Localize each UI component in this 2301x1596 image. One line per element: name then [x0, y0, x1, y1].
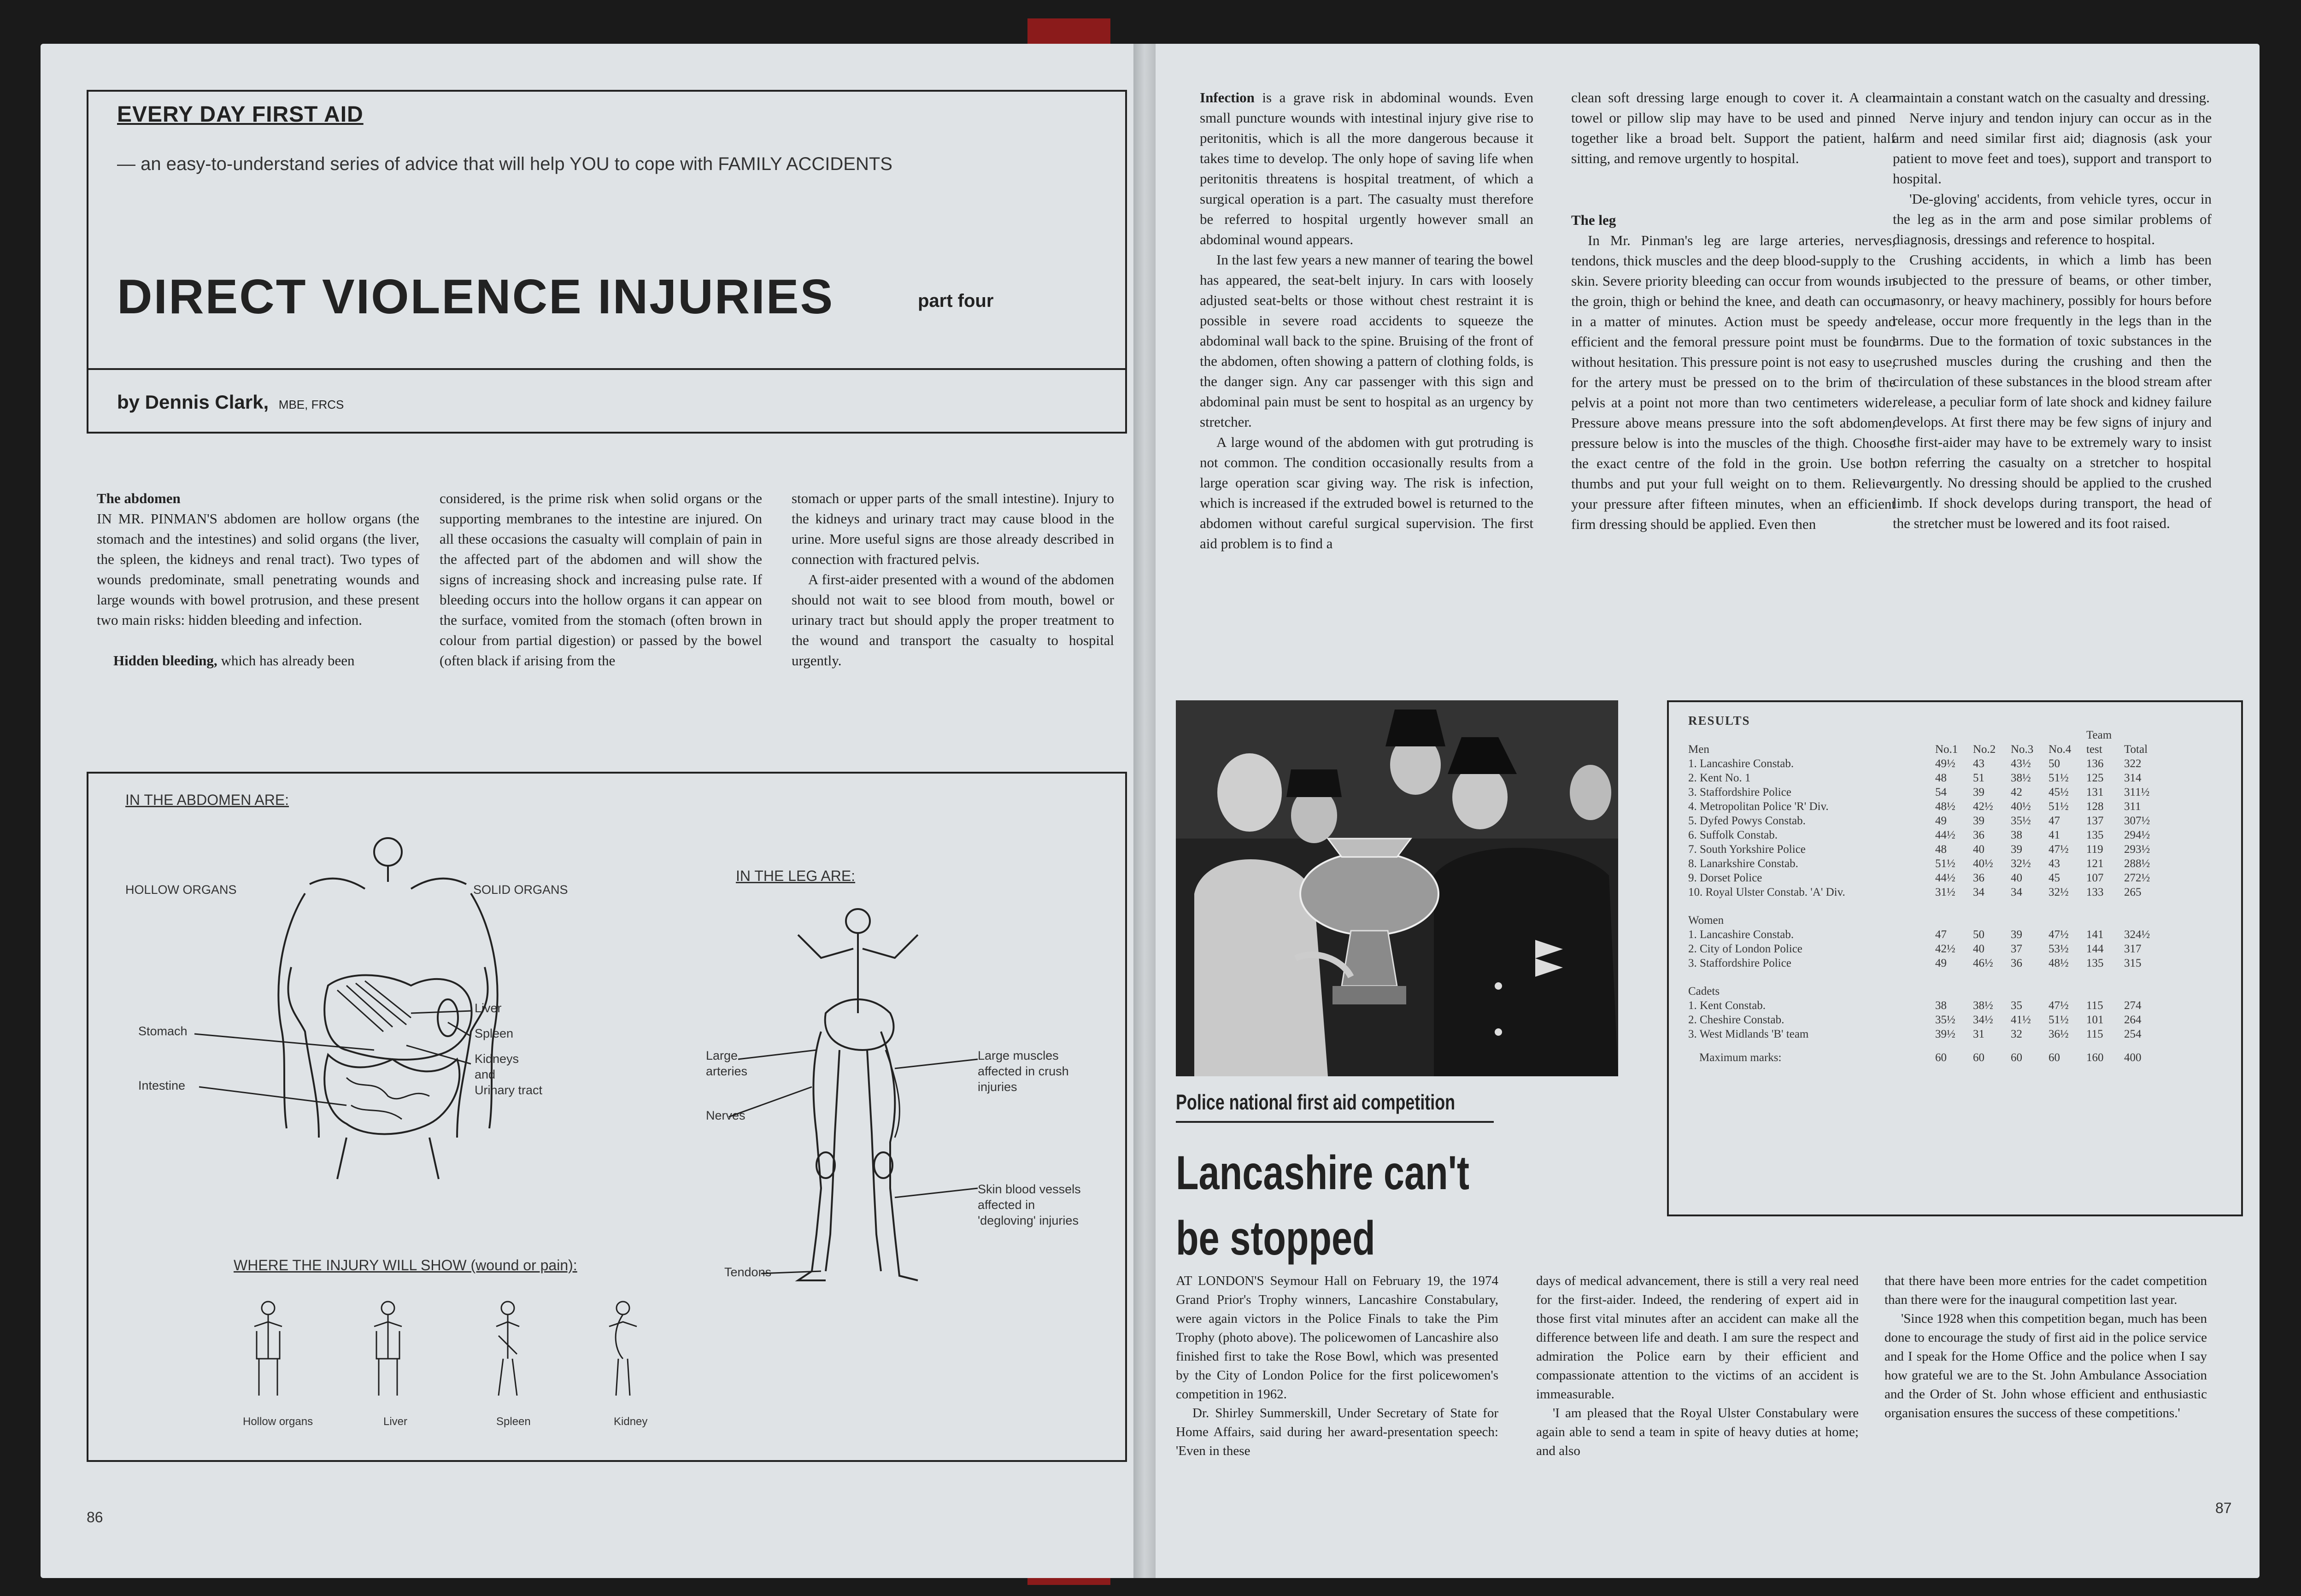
byline [117, 391, 344, 413]
score-cell: 43½ [2011, 757, 2031, 770]
results-row [1685, 814, 2159, 828]
score-cell: 48½ [1935, 800, 1955, 813]
score-cell: 44½ [1935, 829, 1955, 841]
score-cell [2121, 728, 2159, 742]
score-cell: 37 [2011, 943, 2022, 955]
score-cell: 60 [2011, 1051, 2022, 1064]
score-cell: 39 [1973, 815, 1984, 827]
score-cell: 39 [2011, 928, 2022, 941]
score-cell: 294½ [2124, 829, 2150, 841]
right-page [1156, 44, 2260, 1578]
score-cell: 36 [2011, 957, 2022, 969]
score-cell: 39½ [1935, 1028, 1955, 1040]
score-cell: 40 [1973, 843, 1984, 856]
leg-illustration [687, 774, 1010, 1326]
team-name-cell: Men [1688, 743, 1709, 756]
section-heading-abdomen: The abdomen [97, 490, 181, 506]
score-cell [2121, 899, 2159, 927]
team-name-cell: 2. Cheshire Constab. [1688, 1014, 1784, 1026]
score-cell: 35½ [1935, 1014, 1955, 1026]
abdomen-diagram-title: IN THE ABDOMEN ARE: [125, 792, 289, 808]
stomach-label: Stomach [138, 1024, 188, 1038]
score-cell: 60 [2049, 1051, 2060, 1064]
score-cell [2046, 970, 2084, 998]
score-cell: 274 [2124, 999, 2142, 1012]
score-cell: 43 [2049, 857, 2060, 870]
solid-organs-label: SOLID ORGANS [473, 883, 568, 897]
series-title: EVERY DAY FIRST AID [117, 102, 364, 127]
score-cell: 288½ [2124, 857, 2150, 870]
score-cell: 314 [2124, 772, 2142, 784]
score-cell [1970, 728, 2008, 742]
score-cell: 60 [1973, 1051, 1984, 1064]
score-cell: 51 [1973, 772, 1984, 784]
team-name-cell: 10. Royal Ulster Constab. 'A' Div. [1688, 886, 1845, 898]
team-name-cell: Women [1688, 914, 1724, 927]
paragraph: maintain a constant watch on the casualty and dressing. [1893, 89, 2210, 106]
score-cell: 31½ [1935, 886, 1955, 898]
score-cell: 121 [2086, 857, 2104, 870]
score-cell [1932, 970, 1970, 998]
score-cell: 32½ [2049, 886, 2069, 898]
score-cell: 315 [2124, 957, 2142, 969]
intestine-label: Intestine [138, 1079, 186, 1092]
article-part: part four [918, 291, 994, 311]
score-cell: 36 [1973, 829, 1984, 841]
results-row [1685, 956, 2159, 970]
score-cell: 51½ [2049, 1014, 2069, 1026]
photo-caption-text: Police national first aid competition [1176, 1090, 1456, 1114]
team-name-cell: Cadets [1688, 985, 1720, 998]
paragraph: stomach or upper parts of the small intestine). Injury to the kidneys and urinary tract may cause blood in the urine. More useful signs are those already described in connection with fractured pelvis. [792, 490, 1114, 567]
score-cell: 41½ [2011, 1014, 2031, 1026]
score-cell: 47 [2049, 815, 2060, 827]
score-cell: 38 [2011, 829, 2022, 841]
team-name-cell: 1. Lancashire Constab. [1688, 757, 1794, 770]
score-cell: 42½ [1973, 800, 1993, 813]
score-cell: 31 [1973, 1028, 1984, 1040]
team-name-cell [1685, 728, 1932, 742]
team-name-cell: 7. South Yorkshire Police [1688, 843, 1806, 856]
results-section-label [1685, 899, 2159, 927]
score-cell: 35½ [2011, 815, 2031, 827]
score-cell: 49½ [1935, 757, 1955, 770]
score-cell: 101 [2086, 1014, 2104, 1026]
injury-location-figures [241, 1299, 664, 1405]
score-cell: 40½ [1973, 857, 1993, 870]
score-cell: 45½ [2049, 786, 2069, 798]
score-cell: 135 [2086, 829, 2104, 841]
team-name-cell: 3. West Midlands 'B' team [1688, 1028, 1809, 1040]
score-cell: 39 [2011, 843, 2022, 856]
score-cell [1932, 728, 1970, 742]
score-cell: 265 [2124, 886, 2142, 898]
hollow-organs-label: HOLLOW ORGANS [125, 883, 237, 897]
team-name-cell: 3. Staffordshire Police [1688, 786, 1791, 798]
score-cell: 42½ [1935, 943, 1955, 955]
score-cell: 47½ [2049, 999, 2069, 1012]
score-cell: 36 [1973, 872, 1984, 884]
caption-rule [1176, 1121, 1494, 1123]
score-cell: 44½ [1935, 872, 1955, 884]
score-cell: 35 [2011, 999, 2022, 1012]
tendons-label: Tendons [724, 1265, 772, 1279]
score-cell: 32½ [2011, 857, 2031, 870]
byline-credentials: MBE, FRCS [278, 398, 344, 411]
byline-rule [88, 368, 1125, 370]
score-cell [1970, 970, 2008, 998]
score-cell [2084, 970, 2121, 998]
team-name-cell: Maximum marks: [1699, 1051, 1782, 1064]
score-cell: 48 [1935, 772, 1947, 784]
text-column-3 [792, 488, 1114, 671]
score-cell: 47½ [2049, 928, 2069, 941]
results-row [1685, 799, 2159, 814]
score-cell: No.3 [2011, 743, 2034, 756]
score-cell: 60 [1935, 1051, 1947, 1064]
score-cell: No.2 [1973, 743, 1996, 756]
large-arteries-label: Large arteries [706, 1049, 748, 1078]
score-cell: 36½ [2049, 1028, 2069, 1040]
text-column-2 [440, 488, 762, 671]
score-cell: 136 [2086, 757, 2104, 770]
score-cell: 254 [2124, 1028, 2142, 1040]
score-cell: 144 [2086, 943, 2104, 955]
score-cell: 51½ [1935, 857, 1955, 870]
score-cell: 400 [2124, 1051, 2142, 1064]
score-cell [2008, 728, 2046, 742]
results-row [1685, 757, 2159, 771]
score-cell [1932, 899, 1970, 927]
score-cell: 49 [1935, 815, 1947, 827]
results-row [1685, 828, 2159, 842]
score-cell: 43 [1973, 757, 1984, 770]
story-headline: Lancashire can't be stopped [1176, 1146, 1469, 1265]
score-cell: 34 [2011, 886, 2022, 898]
score-cell: 38½ [1973, 999, 1993, 1012]
team-name-cell: 8. Lanarkshire Constab. [1688, 857, 1798, 870]
figure-label-kidney: Kidney [614, 1415, 648, 1428]
score-cell: 160 [2086, 1051, 2104, 1064]
header-box [87, 90, 1127, 434]
score-cell: 119 [2086, 843, 2103, 856]
right-text-column-2 [1571, 88, 1896, 534]
paragraph: AT LONDON'S Seymour Hall on February 19, the 1974 Grand Prior's Trophy winners, Lancashire Constabulary, were again victors in the Police Finals to take the Pim Trophy (photo above). The policewomen of Lancashire also finished first to take the Rose Bowl, which was presented by the City of London Police for the first policewomen's competition in 1962. [1176, 1273, 1498, 1402]
score-cell: 137 [2086, 815, 2104, 827]
paragraph: In Mr. Pinman's leg are large arteries, nerves, tendons, thick muscles and the deep blood-supply to the skin. Severe priority bleeding can occur from wounds in the groin, thigh or behind the knee, and death can occur in a matter of minutes. Action must be speedy and efficient and the femoral pressure point must be found without hesitation. This pressure point is not easy to use, for the artery must be pressed on to the brim of the pelvis at a point not more than two centimeters wide. Pressure above means pressure into the soft abdomen, pressure below is into the muscles of the thigh. Choose the exact centre of the fold in the groin. Use both thumbs and put your full weight on to them. Relieve your pressure after fifteen minutes, when an efficient firm dressing should be applied. Even then [1571, 232, 1896, 532]
story-column-3 [1884, 1272, 2207, 1423]
score-cell: 131 [2086, 786, 2104, 798]
byline-author: by Dennis Clark, [117, 391, 269, 413]
figure-label-hollow-organs: Hollow organs [243, 1415, 313, 1428]
results-row [1685, 927, 2159, 942]
team-name-cell: 4. Metropolitan Police 'R' Div. [1688, 800, 1829, 813]
team-name-cell: 3. Staffordshire Police [1688, 957, 1791, 969]
paragraph-infection: Infection is a grave risk in abdominal wounds. Even small puncture wounds with intestinal injury give rise to peritonitis, which is all the more dangerous because it takes time to develop. The only hope of saving life when peritonitis threatens is hospital treatment, of which a surgical operation is a part. The casualty must therefore be referred to hospital urgently however small an abdominal wound appears. [1200, 89, 1533, 247]
score-cell: 45 [2049, 872, 2060, 884]
paragraph: Dr. Shirley Summerskill, Under Secretary of State for Home Affairs, said during her award-presentation speech: 'Even in these [1176, 1406, 1498, 1458]
score-cell: 141 [2086, 928, 2104, 941]
team-name-cell: 2. City of London Police [1688, 943, 1802, 955]
score-cell: 115 [2086, 999, 2103, 1012]
score-cell: 324½ [2124, 928, 2150, 941]
team-name-cell: 5. Dyfed Powys Constab. [1688, 815, 1806, 827]
results-title: RESULTS [1688, 714, 1750, 728]
results-row [1685, 885, 2159, 899]
results-max-row [1685, 1041, 2159, 1065]
right-text-column-3 [1893, 88, 2212, 534]
abdomen-illustration [88, 774, 641, 1234]
results-row [1685, 998, 2159, 1013]
results-row [1685, 871, 2159, 885]
score-cell: 311 [2124, 800, 2141, 813]
score-cell [2008, 899, 2046, 927]
left-page [41, 44, 1141, 1578]
score-cell: test [2086, 743, 2102, 756]
score-cell: 128 [2086, 800, 2104, 813]
score-cell [2046, 899, 2084, 927]
score-cell: 40½ [2011, 800, 2031, 813]
page-number-right: 87 [2215, 1500, 2232, 1516]
score-cell: 264 [2124, 1014, 2142, 1026]
score-cell [2046, 728, 2084, 742]
score-cell: 42 [2011, 786, 2022, 798]
page-number-left: 86 [87, 1509, 103, 1526]
score-cell: 322 [2124, 757, 2142, 770]
score-cell: 54 [1935, 786, 1947, 798]
results-row [1685, 1013, 2159, 1027]
paragraph: Nerve injury and tendon injury can occur as in the arm and need similar first aid; diagnosis (ask your patient to move feet and toes), support and transport to hospital. [1893, 110, 2212, 187]
score-cell: Total [2124, 743, 2148, 756]
results-row [1685, 771, 2159, 785]
score-cell: 49 [1935, 957, 1947, 969]
score-cell: 46½ [1973, 957, 1993, 969]
score-cell: 50 [2049, 757, 2060, 770]
paragraph: A large wound of the abdomen with gut protruding is not common. The condition occasionally results from a large operation scar giving way. The risk is infection, which is increased if the extruded bowel is returned to the abdomen without careful surgical supervision. The first aid problem is to find a [1200, 434, 1533, 552]
score-cell: 307½ [2124, 815, 2150, 827]
score-cell: 47½ [2049, 843, 2069, 856]
score-cell: 135 [2086, 957, 2104, 969]
score-cell [1970, 899, 2008, 927]
paragraph: 'De-gloving' accidents, from vehicle tyres, occur in the leg as in the arm and pose similar problems of diagnosis, dressings and reference to hospital. [1893, 191, 2212, 247]
score-cell: 125 [2086, 772, 2104, 784]
score-cell: 50 [1973, 928, 1984, 941]
section-heading-leg: The leg [1571, 212, 1616, 228]
paragraph: 'I am pleased that the Royal Ulster Constabulary were again able to send a team in spite of heavy duties at home; and also [1536, 1406, 1859, 1458]
results-row [1685, 785, 2159, 799]
team-name-cell: 9. Dorset Police [1688, 872, 1762, 884]
score-cell: 293½ [2124, 843, 2150, 856]
score-cell: 40 [1973, 943, 1984, 955]
score-cell: 107 [2086, 872, 2104, 884]
injury-locations-title: WHERE THE INJURY WILL SHOW (wound or pain): [234, 1257, 577, 1273]
team-name-cell: 2. Kent No. 1 [1688, 772, 1751, 784]
results-section-label [1685, 970, 2159, 998]
paragraph: In the last few years a new manner of tearing the bowel has appeared, the seat-belt injury. In cars with loosely adjusted seat-belts or those without chest restraint it is possible in severe road accidents to squeeze the abdominal wall back to the spine. Bruising of the front of the abdomen, often showing a pattern of clothing folds, is the danger sign. Any car passenger with this sign and abdominal pain must be sent to hospital as an urgency by stretcher. [1200, 252, 1533, 430]
nerves-label: Nerves [706, 1109, 745, 1122]
paragraph: that there have been more entries for the cadet competition than there were for the inaugural competition last year. [1884, 1273, 2207, 1307]
score-cell: 51½ [2049, 772, 2069, 784]
right-text-column-1 [1200, 88, 1533, 554]
score-cell [2121, 970, 2159, 998]
score-cell: 53½ [2049, 943, 2069, 955]
figure-label-liver: Liver [383, 1415, 408, 1428]
paragraph: Hidden bleeding, which has already been [113, 652, 355, 669]
score-cell: 34 [1973, 886, 1984, 898]
leg-diagram-title: IN THE LEG ARE: [736, 868, 856, 884]
team-name-cell: 6. Suffolk Constab. [1688, 829, 1778, 841]
results-row [1685, 942, 2159, 956]
results-table [1685, 728, 2159, 1065]
score-cell: 311½ [2124, 786, 2150, 798]
photo-caption [1176, 1090, 1609, 1123]
results-row [1685, 1027, 2159, 1041]
paragraph: IN MR. PINMAN'S abdomen are hollow organs (the stomach and the intestines) and solid organs (the liver, the spleen, the kidneys and renal tract). Two types of wounds predominate, small penetrating wounds and large wounds with bowel protrusion, and these present two main risks: hidden bleeding and infection. [97, 510, 419, 628]
paragraph: considered, is the prime risk when solid organs or the supporting membranes to the intestine are injured. On all these occasions the casualty will complain of pain in the affected part of the abdomen and will show the signs of increasing shock and increasing pulse rate. If bleeding occurs into the hollow organs it can appear on the surface, vomited from the stomach (often brown in colour from partial digestion) or passed by the bowel (often black if arising from the [440, 490, 762, 669]
paragraph: 'Since 1928 when this competition began, much has been done to encourage the study of first aid in the police service and I speak for the Home Office and the police when I say how grateful we are to the St. John Ambulance Association and the Order of St. John whose efficient and enthusiastic organisation ensures the success of these competitions.' [1884, 1311, 2207, 1420]
score-cell [2008, 970, 2046, 998]
score-cell: 47 [1935, 928, 1947, 941]
series-description: — an easy-to-understand series of advice that will help YOU to cope with FAMILY ACCIDENTS [117, 154, 892, 174]
score-cell: 51½ [2049, 800, 2069, 813]
spleen-label: Spleen [475, 1027, 514, 1040]
story-column-1 [1176, 1272, 1498, 1461]
kidneys-label: Kidneys and Urinary tract [475, 1052, 543, 1097]
results-box [1667, 700, 2243, 1216]
score-cell: 272½ [2124, 872, 2150, 884]
score-cell: 32 [2011, 1028, 2022, 1040]
score-cell: 48 [1935, 843, 1947, 856]
large-muscles-label: Large muscles affected in crush injuries [978, 1049, 1069, 1094]
figure-label-spleen: Spleen [496, 1415, 531, 1428]
score-cell: Team [2086, 729, 2112, 741]
team-name-cell: 1. Lancashire Constab. [1688, 928, 1794, 941]
anatomy-diagram-box [87, 772, 1127, 1462]
score-cell: 34½ [1973, 1014, 1993, 1026]
score-cell: 40 [2011, 872, 2022, 884]
results-header-row [1685, 742, 2159, 757]
score-cell: 38 [1935, 999, 1947, 1012]
score-cell: 115 [2086, 1028, 2103, 1040]
score-cell: 41 [2049, 829, 2060, 841]
score-cell: No.1 [1935, 743, 1958, 756]
text-column-1 [97, 488, 419, 671]
score-cell: 48½ [2049, 957, 2069, 969]
results-row [1685, 842, 2159, 857]
liver-label: Liver [475, 1001, 502, 1015]
score-cell [2084, 899, 2121, 927]
team-name-cell: 1. Kent Constab. [1688, 999, 1766, 1012]
paragraph: days of medical advancement, there is still a very real need for the first-aider. Indeed, the rendering of expert aid in those first vital minutes after an accident can make all the difference between life and death. I am sure the respect and admiration the Police earn by their efficient and compassionate attention to the victims of an accident is immeasurable. [1536, 1273, 1859, 1402]
results-row [1685, 857, 2159, 871]
score-cell: No.4 [2049, 743, 2072, 756]
paragraph: Crushing accidents, in which a limb has been subjected to the pressure of beams, or other timber, masonry, or heavy machinery, possibly for hours before release, occur more frequently in the legs than in the arms. Due to the formation of toxic substances in the crushed muscles during the crushing and then the circulation of these substances in the blood stream after release, a peculiar form of late shock and kidney failure develops. At first there may be few signs of injury and the first-aider may have to be extremely wary to insist on referring the casualty on a stretcher to hospital urgently. No dressing should be applied to the crushed limb. If shock develops during transport, the head of the stretcher must be lowered and its foot raised. [1893, 252, 2212, 531]
story-column-2 [1536, 1272, 1859, 1461]
score-cell: 133 [2086, 886, 2104, 898]
score-cell: 38½ [2011, 772, 2031, 784]
paragraph: A first-aider presented with a wound of the abdomen should not wait to see blood from mouth, bowel or urinary tract but should apply the proper treatment to the wound and transport the casualty to hospital urgently. [792, 571, 1114, 669]
score-cell: 39 [1973, 786, 1984, 798]
skin-vessels-label: Skin blood vessels affected in 'degloving' injuries [978, 1182, 1081, 1227]
score-cell: 317 [2124, 943, 2142, 955]
article-title: DIRECT VIOLENCE INJURIES [117, 270, 834, 324]
paragraph: clean soft dressing large enough to cover it. A clean towel or pillow slip may have to be used and pinned together like a broad belt. Support the patient, half sitting, and remove urgently to hospital. [1571, 89, 1896, 166]
results-team-header [1685, 728, 2159, 742]
trophy-presentation-photo [1176, 700, 1618, 1076]
